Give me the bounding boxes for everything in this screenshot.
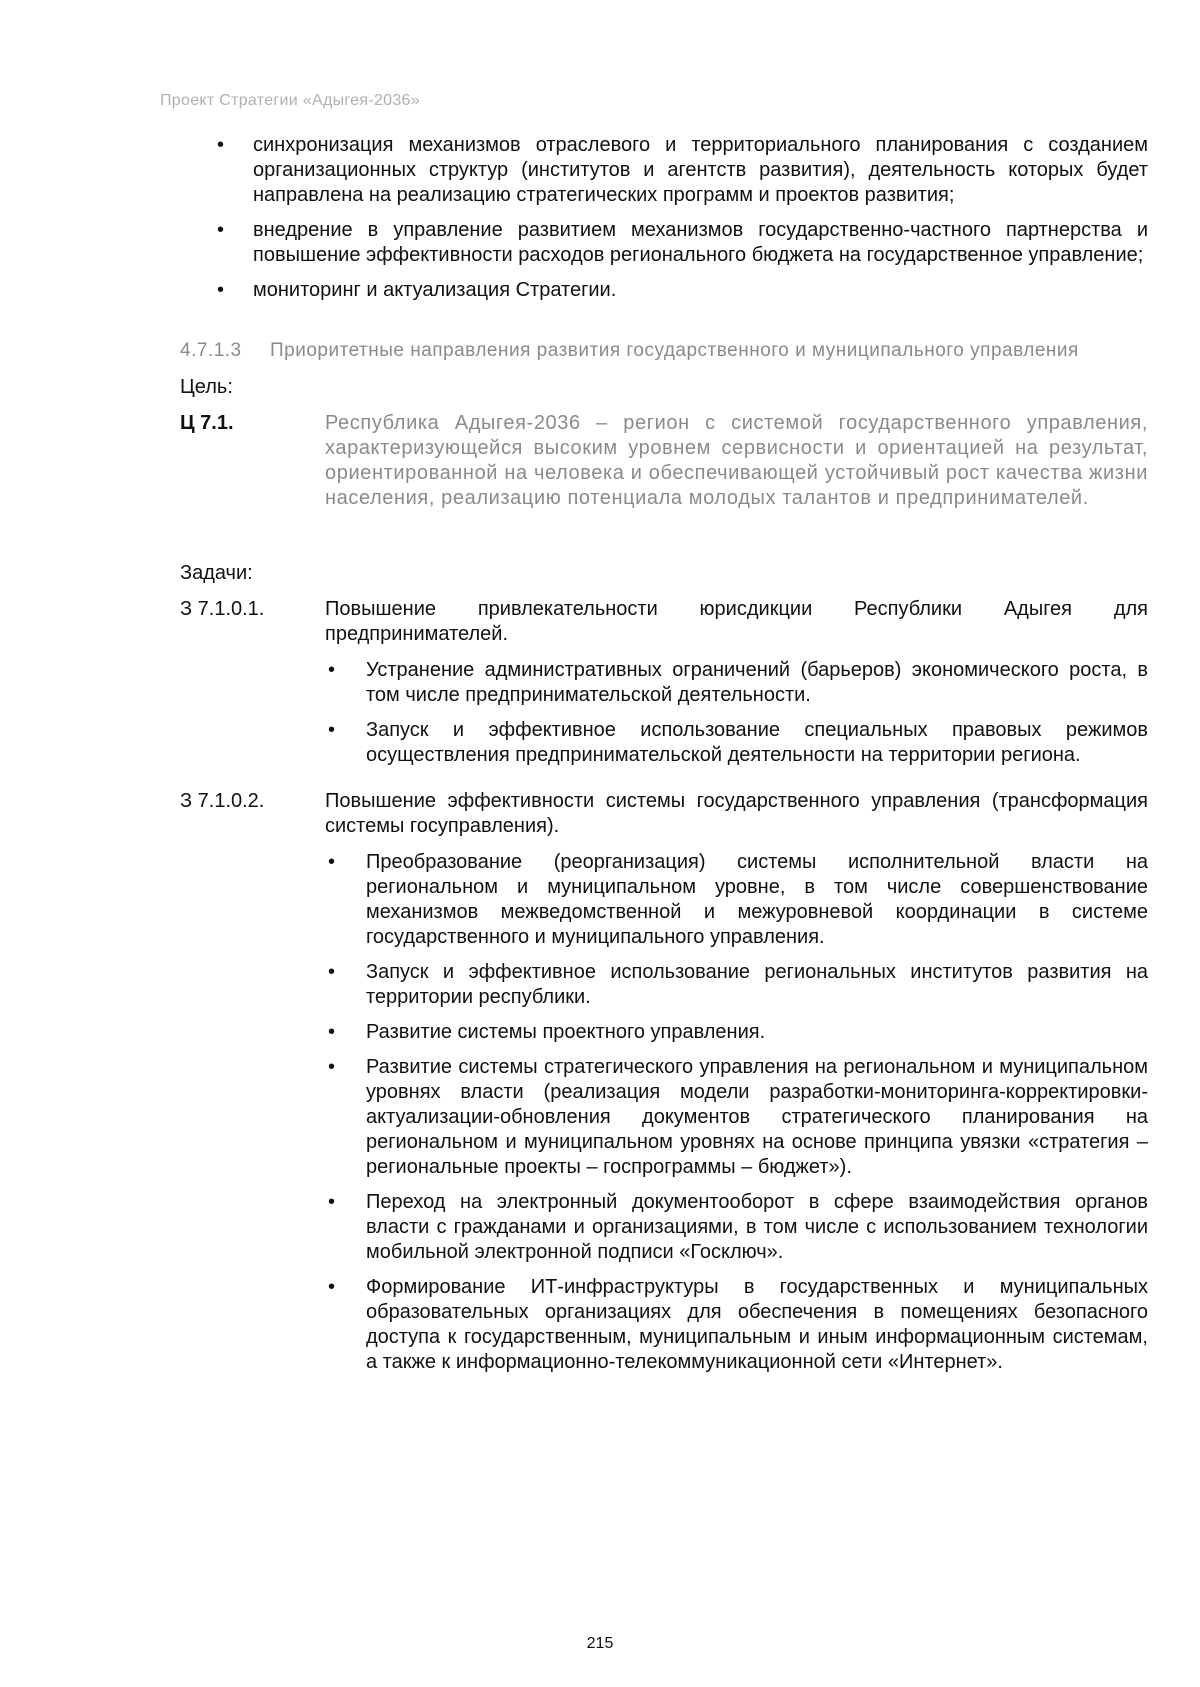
list-item xyxy=(325,718,1148,768)
list-item xyxy=(325,1055,1148,1180)
list-item xyxy=(325,850,1148,950)
bullet-icon: • xyxy=(217,219,225,241)
bullet-icon: • xyxy=(217,279,225,301)
section-heading xyxy=(180,338,1148,363)
bullet-icon: • xyxy=(328,659,336,681)
task-code: З 7.1.0.2. xyxy=(180,790,265,812)
bullet-icon: • xyxy=(328,1191,336,1213)
task-item-list xyxy=(325,658,1148,768)
list-item-text: Запуск и эффективное использование региональных институтов развития на территории республики. xyxy=(366,961,1148,1008)
top-bullet-list xyxy=(180,133,1148,303)
list-item xyxy=(325,658,1148,708)
list-item-text: Преобразование (реорганизация) системы исполнительной власти на региональном и муниципальном уровне, в том числе совершенствование механизмов межведомственной и межуровневой координации в системе государственного и муниципального управления. xyxy=(366,851,1148,948)
task-block xyxy=(180,789,1148,1385)
page-content xyxy=(180,133,1148,1385)
bullet-icon: • xyxy=(328,719,336,741)
section-title: Приоритетные направления развития государственного и муниципального управления xyxy=(270,340,1079,361)
running-head: Проект Стратегии «Адыгея-2036» xyxy=(160,92,420,109)
list-item-text: Развитие системы стратегического управления на региональном и муниципальном уровнях власти (реализация модели разработки-мониторинга-корректировки-актуализации-обновления документов стратегического планирования на региональном и муниципальном уровнях на основе принципа увязки «стратегия – региональные проекты – госпрограммы – бюджет»). xyxy=(366,1056,1148,1178)
task-body xyxy=(325,597,1148,778)
goal-label: Цель: xyxy=(180,376,233,398)
section-number: 4.7.1.3 xyxy=(180,340,242,361)
task-body xyxy=(325,789,1148,1385)
bullet-icon: • xyxy=(328,1056,336,1078)
list-item-text: Запуск и эффективное использование специальных правовых режимов осуществления предпринимательской деятельности на территории региона. xyxy=(366,719,1148,766)
task-block xyxy=(180,597,1148,778)
list-item-text: Переход на электронный документооборот в сфере взаимодействия органов власти с гражданами и организациями, в том числе с использованием технологии мобильной электронной подписи «Госключ». xyxy=(366,1191,1148,1263)
list-item xyxy=(325,1190,1148,1265)
bullet-icon: • xyxy=(328,851,336,873)
list-item xyxy=(180,278,1148,303)
tasks-label: Задачи: xyxy=(180,562,253,584)
bullet-icon: • xyxy=(217,134,225,156)
list-item-text: Формирование ИТ-инфраструктуры в государственных и муниципальных образовательных организациях для обеспечения в помещениях безопасного доступа к государственным, муниципальным и иным информационным системам, а также к информационно-телекоммуникационной сети «Интернет». xyxy=(366,1276,1148,1373)
task-item-list xyxy=(325,850,1148,1375)
task-title: Повышение привлекательности юрисдикции Республики Адыгея для предпринимателей. xyxy=(325,598,1148,645)
list-item-text: синхронизация механизмов отраслевого и территориального планирования с созданием организационных структур (институтов и агентств развития), деятельность которых будет направлена на реализацию стратегических программ и проектов развития; xyxy=(253,134,1148,206)
list-item-text: внедрение в управление развитием механизмов государственно-частного партнерства и повышение эффективности расходов регионального бюджета на государственное управление; xyxy=(253,219,1148,266)
list-item xyxy=(325,1275,1148,1375)
goal-block xyxy=(180,411,1148,511)
list-item xyxy=(180,218,1148,268)
goal-code: Ц 7.1. xyxy=(180,412,234,434)
goal-text: Республика Адыгея-2036 – регион с системой государственного управления, характеризующейся высоким уровнем сервисности и ориентацией на результат, ориентированной на человека и обеспечивающей устойчивый рост качества жизни населения, реализацию потенциала молодых талантов и предпринимателей. xyxy=(325,412,1148,509)
bullet-icon: • xyxy=(328,961,336,983)
list-item xyxy=(325,960,1148,1010)
task-code: З 7.1.0.1. xyxy=(180,598,265,620)
list-item xyxy=(180,133,1148,208)
list-item-text: Развитие системы проектного управления. xyxy=(366,1021,766,1043)
page-number: 215 xyxy=(586,1635,614,1652)
list-item xyxy=(325,1020,1148,1045)
list-item-text: мониторинг и актуализация Стратегии. xyxy=(253,279,617,301)
list-item-text: Устранение административных ограничений (барьеров) экономического роста, в том числе предпринимательской деятельности. xyxy=(366,659,1148,706)
bullet-icon: • xyxy=(328,1021,336,1043)
task-title: Повышение эффективности системы государственного управления (трансформация системы госуправления). xyxy=(325,790,1148,837)
bullet-icon: • xyxy=(328,1276,336,1298)
